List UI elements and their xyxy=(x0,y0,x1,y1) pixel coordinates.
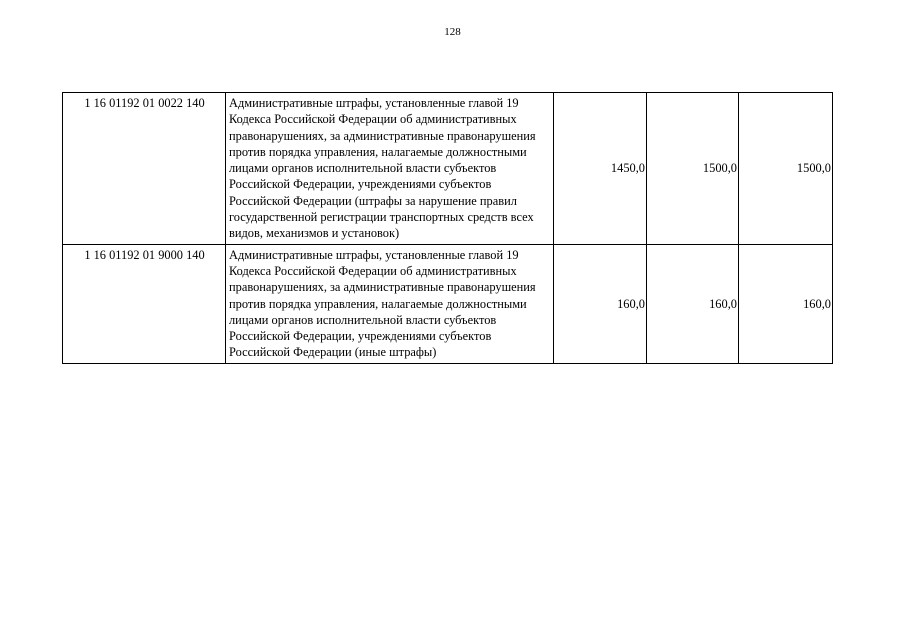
description-cell: Административные штрафы, установленные главой 19 Кодекса Российской Федерации об административных правонарушениях, за административные правонарушения против порядка управления, налагаемые должностными лицами органов исполнительной власти субъектов Российской Федерации, учреждениями субъектов Российской Федерации (штрафы за нарушение правил государственной регистрации транспортных средств всех видов, механизмов и установок) xyxy=(226,93,554,245)
year1-amount-cell: 160,0 xyxy=(554,244,647,363)
year1-amount-cell: 1450,0 xyxy=(554,93,647,245)
page-number: 128 xyxy=(444,26,461,38)
table-row xyxy=(63,244,833,363)
table-row xyxy=(63,93,833,245)
year3-amount-cell: 1500,0 xyxy=(739,93,833,245)
classification-code-cell: 1 16 01192 01 0022 140 xyxy=(63,93,226,245)
year2-amount-cell: 160,0 xyxy=(647,244,739,363)
classification-code-cell: 1 16 01192 01 9000 140 xyxy=(63,244,226,363)
budget-revenue-table xyxy=(62,92,833,364)
year3-amount-cell: 160,0 xyxy=(739,244,833,363)
year2-amount-cell: 1500,0 xyxy=(647,93,739,245)
description-cell: Административные штрафы, установленные главой 19 Кодекса Российской Федерации об административных правонарушениях, за административные правонарушения против порядка управления, налагаемые должностными лицами органов исполнительной власти субъектов Российской Федерации, учреждениями субъектов Российской Федерации (иные штрафы) xyxy=(226,244,554,363)
